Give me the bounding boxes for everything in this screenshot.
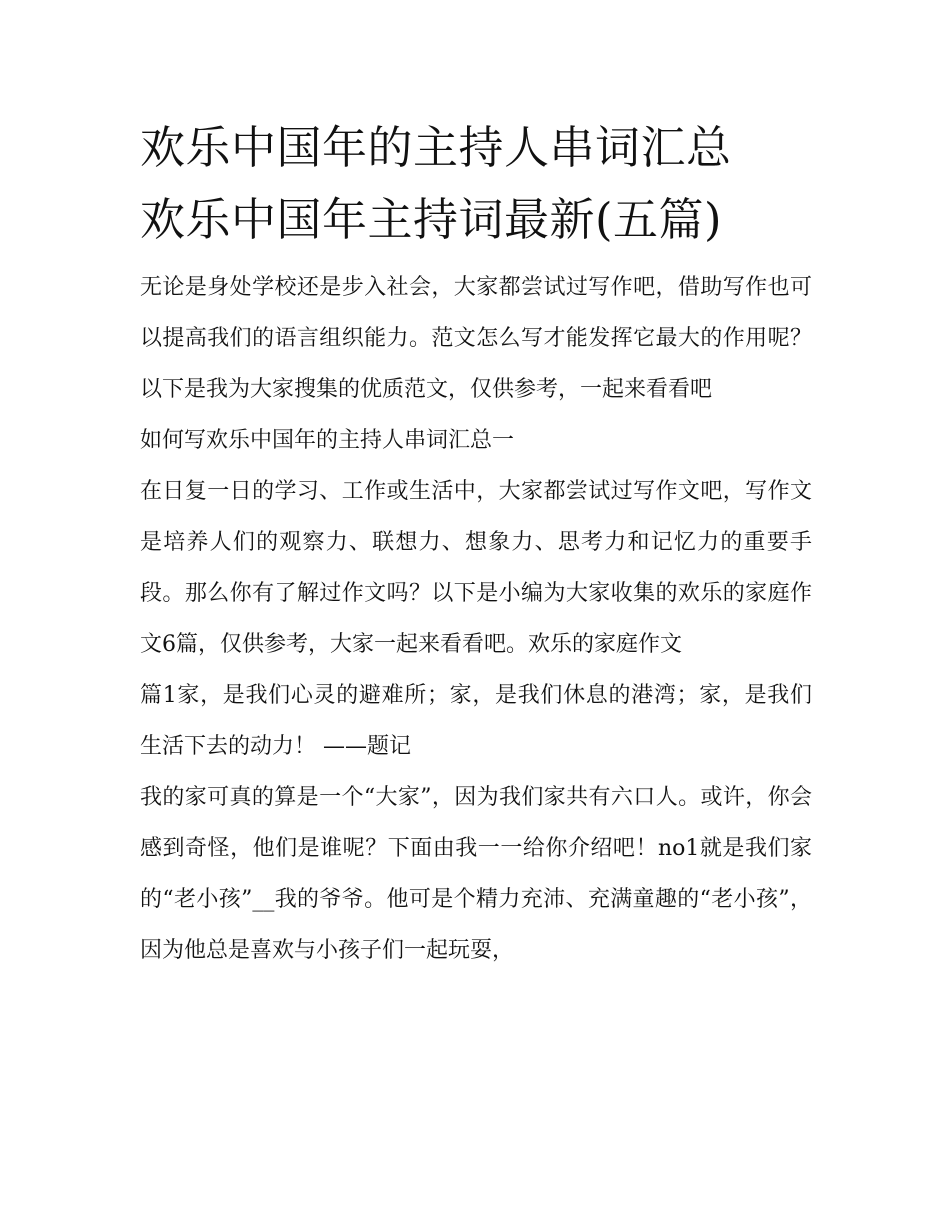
document-content xyxy=(140,112,812,976)
section-heading: 如何写欢乐中国年的主持人串词汇总一 xyxy=(140,428,515,453)
body-paragraph: 我的家可真的算是一个“大家”，因为我们家共有六口人。或许，你会感到奇怪，他们是谁呢？下面由我一一给你介绍吧！no1就是我们家的“老小孩”__我的爷爷。他可是个精力充沛、充满童趣的“老小孩”，因为他总是喜欢与小孩子们一起玩耍， xyxy=(140,785,812,963)
title-line-1: 欢乐中国年的主持人串词汇总 xyxy=(140,121,732,174)
body-paragraph: 篇1家，是我们心灵的避难所；家，是我们休息的港湾；家，是我们生活下去的动力！ ——题记 xyxy=(140,683,812,759)
intro-paragraph: 无论是身处学校还是步入社会，大家都尝试过写作吧，借助写作也可以提高我们的语言组织能力。范文怎么写才能发挥它最大的作用呢？以下是我为大家搜集的优质范文，仅供参考，一起来看看吧 xyxy=(140,275,812,402)
title-line-2: 欢乐中国年主持词最新(五篇) xyxy=(140,193,723,246)
document-title xyxy=(140,112,812,256)
body-paragraph: 在日复一日的学习、工作或生活中，大家都尝试过写作文吧，写作文是培养人们的观察力、联想力、想象力、思考力和记忆力的重要手段。那么你有了解过作文吗？以下是小编为大家收集的欢乐的家庭作文6篇，仅供参考，大家一起来看看吧。欢乐的家庭作文 xyxy=(140,479,812,657)
